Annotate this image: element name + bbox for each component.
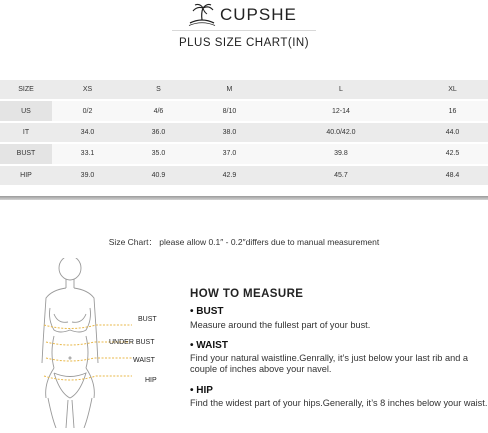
- table-cell: 48.4: [417, 165, 488, 186]
- hip-label: HIP: [145, 377, 157, 384]
- under-bust-label: UNDER BUST: [109, 339, 155, 346]
- table-cell: 39.0: [52, 165, 123, 186]
- measurement-note: Size Chart： please allow 0.1″ - 0.2″differs due to manual measurement: [108, 237, 380, 247]
- row-label: HIP: [0, 165, 52, 186]
- table-cell: 0/2: [52, 100, 123, 121]
- row-label: IT: [0, 122, 52, 143]
- table-row: [0, 143, 488, 164]
- row-label: BUST: [0, 143, 52, 164]
- table-cell: 40.0/42.0: [265, 122, 417, 143]
- bust-label: BUST: [138, 316, 157, 323]
- brand-logo: [188, 3, 297, 27]
- table-cell: 42.9: [194, 165, 265, 186]
- table-cell: 33.1: [52, 143, 123, 164]
- waist-instruction: Find your natural waistline.Genrally, it’s just below your last rib and a couple of inches above your navel.: [190, 353, 468, 375]
- column-header: S: [123, 80, 194, 100]
- row-label: US: [0, 100, 52, 121]
- table-cell: 45.7: [265, 165, 417, 186]
- bust-instruction: Measure around the fullest part of your bust.: [190, 320, 371, 330]
- table-cell: 4/6: [123, 100, 194, 121]
- waist-heading: • WAIST: [190, 340, 228, 351]
- table-cell: 44.0: [417, 122, 488, 143]
- column-header: M: [194, 80, 265, 100]
- table-cell: 8/10: [194, 100, 265, 121]
- table-row: [0, 100, 488, 121]
- column-header: SIZE: [0, 80, 52, 100]
- table-cell: 36.0: [123, 122, 194, 143]
- column-header: L: [265, 80, 417, 100]
- page-title: PLUS SIZE CHART(IN): [178, 37, 310, 49]
- table-row: [0, 165, 488, 186]
- column-header: XL: [417, 80, 488, 100]
- section-divider: [0, 196, 488, 200]
- table-header-row: [0, 80, 488, 100]
- how-to-measure-title: HOW TO MEASURE: [190, 288, 304, 300]
- table-cell: 35.0: [123, 143, 194, 164]
- palm-island-icon: [188, 3, 216, 27]
- table-cell: 39.8: [265, 143, 417, 164]
- waist-label: WAIST: [133, 357, 155, 364]
- table-cell: 42.5: [417, 143, 488, 164]
- bust-heading: • BUST: [190, 306, 224, 317]
- hip-instruction: Find the widest part of your hips.Generally, it’s 8 inches below your waist.: [190, 398, 488, 408]
- table-row: [0, 122, 488, 143]
- table-cell: 34.0: [52, 122, 123, 143]
- header-divider: [172, 30, 316, 31]
- brand-name: CUPSHE: [220, 5, 297, 24]
- table-cell: 38.0: [194, 122, 265, 143]
- hip-heading: • HIP: [190, 385, 213, 396]
- table-cell: 16: [417, 100, 488, 121]
- table-cell: 40.9: [123, 165, 194, 186]
- table-cell: 12-14: [265, 100, 417, 121]
- table-cell: 37.0: [194, 143, 265, 164]
- size-chart-table: [0, 80, 488, 187]
- column-header: XS: [52, 80, 123, 100]
